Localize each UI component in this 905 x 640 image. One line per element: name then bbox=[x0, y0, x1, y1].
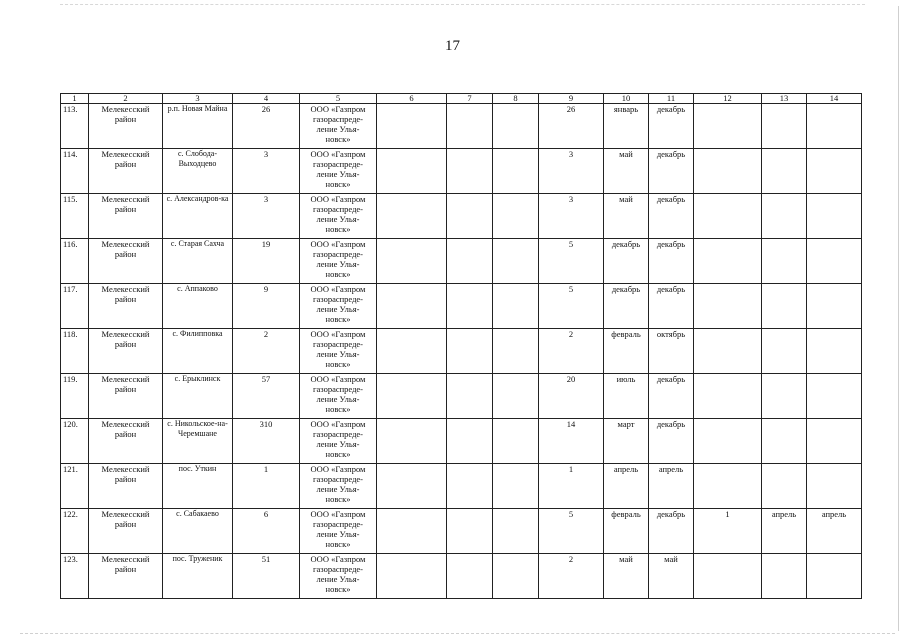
cell-col-7 bbox=[447, 464, 493, 509]
cell-col-12 bbox=[694, 194, 762, 239]
cell-col-6 bbox=[377, 104, 447, 149]
col-header: 5 bbox=[300, 94, 377, 104]
cell-district: Мелекесский район bbox=[89, 374, 163, 419]
col-header: 8 bbox=[493, 94, 539, 104]
cell-organization bbox=[300, 374, 377, 419]
cell-settlement: с. Аппаково bbox=[163, 284, 233, 329]
cell-end-month: декабрь bbox=[649, 509, 694, 554]
cell-col-9-value: 5 bbox=[539, 509, 604, 554]
cell-end-month: май bbox=[649, 554, 694, 599]
scan-bottom-edge bbox=[20, 633, 895, 634]
table-row bbox=[61, 149, 862, 194]
cell-district: Мелекесский район bbox=[89, 149, 163, 194]
cell-count: 3 bbox=[233, 149, 300, 194]
cell-end-month: декабрь bbox=[649, 194, 694, 239]
gasification-table bbox=[60, 93, 862, 599]
cell-col-6 bbox=[377, 239, 447, 284]
cell-col-14: апрель bbox=[807, 509, 862, 554]
cell-organization bbox=[300, 239, 377, 284]
organization-text: ООО «Газпром газораспреде-ление Улья-новск» bbox=[310, 149, 366, 189]
cell-col-14 bbox=[807, 419, 862, 464]
cell-row-number: 120. bbox=[61, 419, 89, 464]
cell-district: Мелекесский район bbox=[89, 284, 163, 329]
cell-col-14 bbox=[807, 374, 862, 419]
cell-count: 57 bbox=[233, 374, 300, 419]
cell-col-7 bbox=[447, 419, 493, 464]
cell-col-12 bbox=[694, 239, 762, 284]
cell-settlement: с. Сабакаево bbox=[163, 509, 233, 554]
cell-district: Мелекесский район bbox=[89, 329, 163, 374]
cell-start-month: май bbox=[604, 149, 649, 194]
col-header: 3 bbox=[163, 94, 233, 104]
organization-text: ООО «Газпром газораспреде-ление Улья-новск» bbox=[310, 329, 366, 369]
cell-district: Мелекесский район bbox=[89, 194, 163, 239]
table-row bbox=[61, 509, 862, 554]
cell-col-9-value: 14 bbox=[539, 419, 604, 464]
cell-col-8 bbox=[493, 239, 539, 284]
cell-col-13 bbox=[762, 194, 807, 239]
cell-col-12: 1 bbox=[694, 509, 762, 554]
cell-start-month: апрель bbox=[604, 464, 649, 509]
cell-end-month: декабрь bbox=[649, 104, 694, 149]
cell-organization bbox=[300, 149, 377, 194]
cell-col-13 bbox=[762, 104, 807, 149]
column-number-row bbox=[61, 94, 862, 104]
cell-count: 2 bbox=[233, 329, 300, 374]
organization-text: ООО «Газпром газораспреде-ление Улья-новск» bbox=[310, 284, 366, 324]
cell-col-6 bbox=[377, 194, 447, 239]
cell-settlement: пос. Труженик bbox=[163, 554, 233, 599]
cell-col-14 bbox=[807, 149, 862, 194]
cell-end-month: декабрь bbox=[649, 239, 694, 284]
col-header: 6 bbox=[377, 94, 447, 104]
col-header: 7 bbox=[447, 94, 493, 104]
cell-count: 1 bbox=[233, 464, 300, 509]
cell-start-month: июль bbox=[604, 374, 649, 419]
cell-start-month: декабрь bbox=[604, 239, 649, 284]
cell-settlement: с. Ерыклинск bbox=[163, 374, 233, 419]
table-row bbox=[61, 194, 862, 239]
cell-col-8 bbox=[493, 374, 539, 419]
cell-col-8 bbox=[493, 194, 539, 239]
cell-col-13 bbox=[762, 329, 807, 374]
cell-col-7 bbox=[447, 554, 493, 599]
cell-start-month: февраль bbox=[604, 329, 649, 374]
cell-end-month: декабрь bbox=[649, 374, 694, 419]
cell-col-8 bbox=[493, 509, 539, 554]
cell-col-7 bbox=[447, 509, 493, 554]
organization-text: ООО «Газпром газораспреде-ление Улья-новск» bbox=[310, 374, 366, 414]
table-row bbox=[61, 329, 862, 374]
cell-col-7 bbox=[447, 284, 493, 329]
cell-col-8 bbox=[493, 464, 539, 509]
organization-text: ООО «Газпром газораспреде-ление Улья-новск» bbox=[310, 509, 366, 549]
cell-end-month: декабрь bbox=[649, 419, 694, 464]
cell-settlement: р.п. Новая Майна bbox=[163, 104, 233, 149]
cell-col-7 bbox=[447, 374, 493, 419]
cell-count: 51 bbox=[233, 554, 300, 599]
cell-settlement: с. Филипповка bbox=[163, 329, 233, 374]
cell-organization bbox=[300, 464, 377, 509]
cell-col-9-value: 2 bbox=[539, 554, 604, 599]
organization-text: ООО «Газпром газораспреде-ление Улья-новск» bbox=[310, 104, 366, 144]
cell-col-14 bbox=[807, 284, 862, 329]
cell-settlement: с. Никольское-на-Черемшане bbox=[163, 419, 233, 464]
cell-start-month: март bbox=[604, 419, 649, 464]
cell-count: 6 bbox=[233, 509, 300, 554]
cell-col-7 bbox=[447, 239, 493, 284]
cell-organization bbox=[300, 284, 377, 329]
cell-row-number: 122. bbox=[61, 509, 89, 554]
cell-row-number: 118. bbox=[61, 329, 89, 374]
cell-count: 310 bbox=[233, 419, 300, 464]
cell-col-9-value: 26 bbox=[539, 104, 604, 149]
cell-col-14 bbox=[807, 554, 862, 599]
cell-col-14 bbox=[807, 239, 862, 284]
cell-col-9-value: 5 bbox=[539, 239, 604, 284]
cell-col-8 bbox=[493, 104, 539, 149]
organization-text: ООО «Газпром газораспреде-ление Улья-новск» bbox=[310, 464, 366, 504]
col-header: 4 bbox=[233, 94, 300, 104]
organization-text: ООО «Газпром газораспреде-ление Улья-новск» bbox=[310, 419, 366, 459]
cell-district: Мелекесский район bbox=[89, 554, 163, 599]
cell-district: Мелекесский район bbox=[89, 464, 163, 509]
cell-col-9-value: 3 bbox=[539, 149, 604, 194]
cell-col-6 bbox=[377, 284, 447, 329]
cell-col-6 bbox=[377, 149, 447, 194]
cell-settlement: с. Александров-ка bbox=[163, 194, 233, 239]
cell-organization bbox=[300, 554, 377, 599]
cell-district: Мелекесский район bbox=[89, 104, 163, 149]
cell-col-6 bbox=[377, 374, 447, 419]
cell-district: Мелекесский район bbox=[89, 239, 163, 284]
cell-col-7 bbox=[447, 149, 493, 194]
cell-col-13: апрель bbox=[762, 509, 807, 554]
cell-start-month: февраль bbox=[604, 509, 649, 554]
cell-start-month: май bbox=[604, 194, 649, 239]
cell-col-12 bbox=[694, 329, 762, 374]
cell-count: 3 bbox=[233, 194, 300, 239]
cell-count: 19 bbox=[233, 239, 300, 284]
organization-text: ООО «Газпром газораспреде-ление Улья-новск» bbox=[310, 194, 366, 234]
cell-col-8 bbox=[493, 149, 539, 194]
cell-col-13 bbox=[762, 464, 807, 509]
organization-text: ООО «Газпром газораспреде-ление Улья-новск» bbox=[310, 554, 366, 594]
cell-col-14 bbox=[807, 104, 862, 149]
cell-count: 9 bbox=[233, 284, 300, 329]
cell-end-month: декабрь bbox=[649, 284, 694, 329]
cell-col-9-value: 5 bbox=[539, 284, 604, 329]
cell-col-9-value: 3 bbox=[539, 194, 604, 239]
cell-row-number: 116. bbox=[61, 239, 89, 284]
col-header: 12 bbox=[694, 94, 762, 104]
cell-end-month: декабрь bbox=[649, 149, 694, 194]
cell-col-12 bbox=[694, 284, 762, 329]
col-header: 9 bbox=[539, 94, 604, 104]
cell-col-12 bbox=[694, 464, 762, 509]
cell-col-6 bbox=[377, 419, 447, 464]
cell-start-month: январь bbox=[604, 104, 649, 149]
col-header: 13 bbox=[762, 94, 807, 104]
page-number: 17 bbox=[445, 38, 460, 54]
cell-col-7 bbox=[447, 194, 493, 239]
cell-col-13 bbox=[762, 284, 807, 329]
cell-row-number: 119. bbox=[61, 374, 89, 419]
col-header: 1 bbox=[61, 94, 89, 104]
cell-col-13 bbox=[762, 239, 807, 284]
cell-col-6 bbox=[377, 329, 447, 374]
table-row bbox=[61, 464, 862, 509]
scan-top-edge bbox=[60, 4, 865, 5]
cell-col-12 bbox=[694, 419, 762, 464]
cell-col-12 bbox=[694, 554, 762, 599]
cell-col-9-value: 20 bbox=[539, 374, 604, 419]
cell-district: Мелекесский район bbox=[89, 509, 163, 554]
col-header: 2 bbox=[89, 94, 163, 104]
cell-col-6 bbox=[377, 509, 447, 554]
cell-col-12 bbox=[694, 374, 762, 419]
cell-col-13 bbox=[762, 419, 807, 464]
cell-col-7 bbox=[447, 329, 493, 374]
cell-row-number: 121. bbox=[61, 464, 89, 509]
cell-start-month: декабрь bbox=[604, 284, 649, 329]
table-row bbox=[61, 374, 862, 419]
col-header: 10 bbox=[604, 94, 649, 104]
cell-col-8 bbox=[493, 284, 539, 329]
table-row bbox=[61, 554, 862, 599]
cell-row-number: 117. bbox=[61, 284, 89, 329]
cell-col-9-value: 1 bbox=[539, 464, 604, 509]
table-row bbox=[61, 104, 862, 149]
cell-col-12 bbox=[694, 104, 762, 149]
cell-row-number: 123. bbox=[61, 554, 89, 599]
cell-end-month: октябрь bbox=[649, 329, 694, 374]
cell-count: 26 bbox=[233, 104, 300, 149]
cell-settlement: пос. Уткин bbox=[163, 464, 233, 509]
cell-col-8 bbox=[493, 554, 539, 599]
col-header: 14 bbox=[807, 94, 862, 104]
cell-col-13 bbox=[762, 149, 807, 194]
cell-col-9-value: 2 bbox=[539, 329, 604, 374]
col-header: 11 bbox=[649, 94, 694, 104]
cell-settlement: с. Слобода-Выходцево bbox=[163, 149, 233, 194]
cell-organization bbox=[300, 104, 377, 149]
cell-col-12 bbox=[694, 149, 762, 194]
scan-right-edge bbox=[898, 6, 899, 631]
organization-text: ООО «Газпром газораспреде-ление Улья-новск» bbox=[310, 239, 366, 279]
cell-organization bbox=[300, 509, 377, 554]
cell-district: Мелекесский район bbox=[89, 419, 163, 464]
cell-col-14 bbox=[807, 329, 862, 374]
cell-col-13 bbox=[762, 554, 807, 599]
cell-col-14 bbox=[807, 464, 862, 509]
cell-col-7 bbox=[447, 104, 493, 149]
cell-end-month: апрель bbox=[649, 464, 694, 509]
cell-organization bbox=[300, 194, 377, 239]
cell-start-month: май bbox=[604, 554, 649, 599]
table-row bbox=[61, 419, 862, 464]
cell-col-6 bbox=[377, 554, 447, 599]
table-row bbox=[61, 239, 862, 284]
cell-organization bbox=[300, 419, 377, 464]
table-row bbox=[61, 284, 862, 329]
cell-organization bbox=[300, 329, 377, 374]
cell-row-number: 115. bbox=[61, 194, 89, 239]
cell-col-13 bbox=[762, 374, 807, 419]
cell-settlement: с. Старая Сахча bbox=[163, 239, 233, 284]
cell-col-14 bbox=[807, 194, 862, 239]
cell-col-8 bbox=[493, 329, 539, 374]
cell-col-6 bbox=[377, 464, 447, 509]
cell-row-number: 113. bbox=[61, 104, 89, 149]
cell-col-8 bbox=[493, 419, 539, 464]
cell-row-number: 114. bbox=[61, 149, 89, 194]
